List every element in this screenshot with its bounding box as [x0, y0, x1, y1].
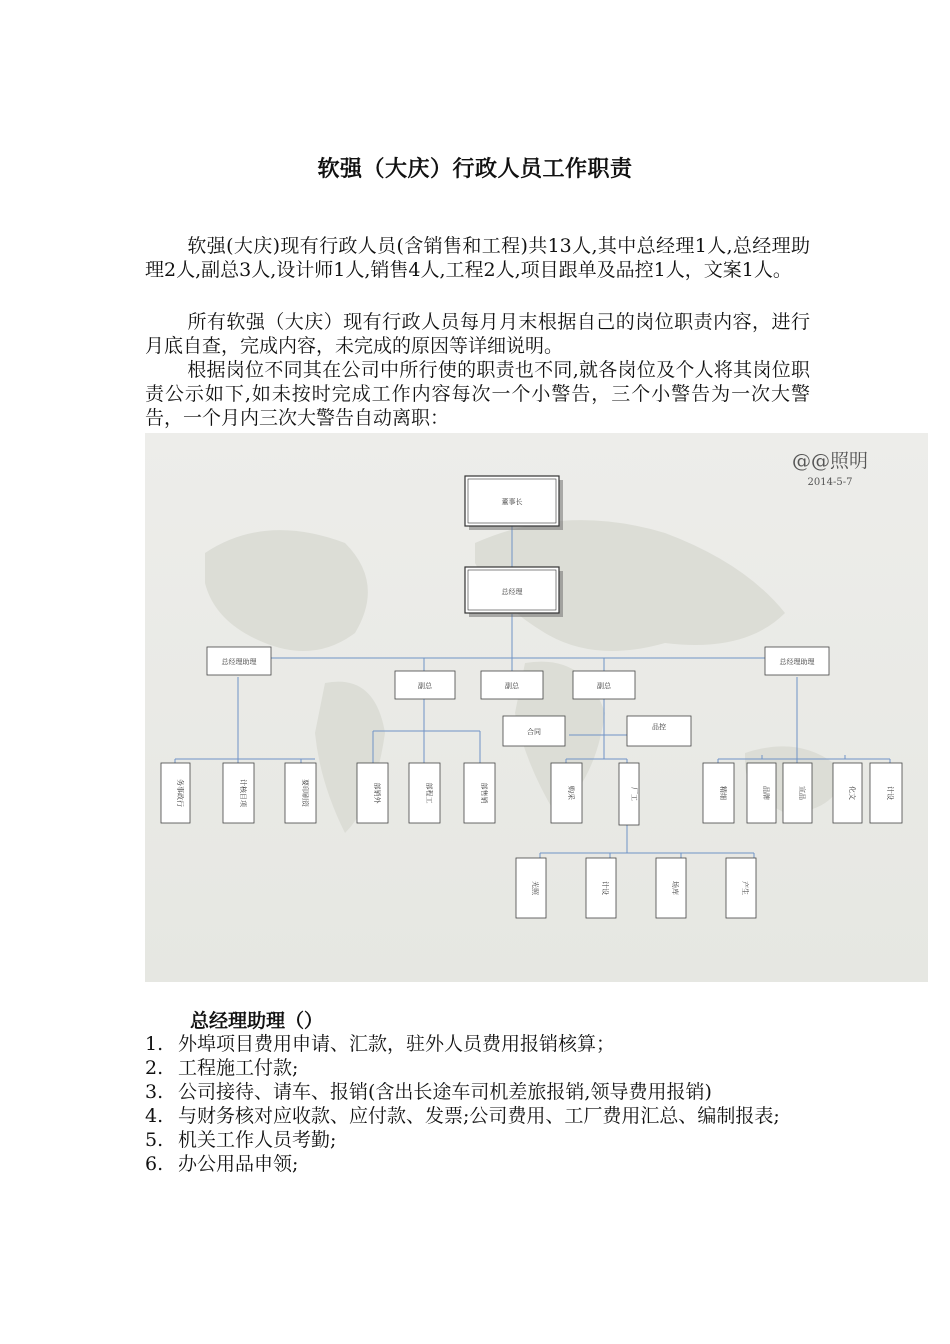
- section-title: 总经理助理（）: [190, 1010, 324, 1032]
- list-number: 1.: [145, 1033, 164, 1055]
- gm-node: [465, 567, 563, 617]
- list-number: 4.: [145, 1105, 164, 1127]
- left-leaf-2-box: [223, 763, 254, 823]
- left-leaf-3-box: [285, 763, 316, 823]
- factory-leaf-1-label: 光照: [531, 881, 539, 895]
- duties-list: [145, 1032, 815, 1176]
- vp1-leaf-2-label: 部程工: [425, 782, 433, 804]
- selfcheck-text: 所有软强（大庆）现有行政人员每月月末根据自己的岗位职责内容，进行月底自查，完成内容，未完成的原因等详细说明。: [145, 311, 810, 357]
- org-chart-svg: [145, 433, 928, 982]
- list-item: [145, 1104, 815, 1128]
- factory-leaf-4-box: [726, 858, 756, 918]
- vp1-leaf-3-label: 部售销: [480, 782, 488, 804]
- list-number: 2.: [145, 1057, 164, 1079]
- vp3-label: 副总: [597, 682, 611, 690]
- vp3-leaf-2-label: 厂工: [630, 787, 638, 801]
- intro-text: 软强(大庆)现有行政人员(含销售和工程)共13人,其中总经理1人,总经理助理2人,副总3人,设计师1人,销售4人,工程2人,项目跟单及品控1人，文案1人。: [145, 235, 810, 281]
- list-number: 6.: [145, 1153, 164, 1175]
- list-text: 办公用品申领;: [178, 1153, 299, 1175]
- list-text: 公司接待、请车、报销(含出长途车司机差旅报销,领导费用报销): [178, 1081, 712, 1103]
- chairman-label: 董事长: [501, 498, 523, 506]
- vp2-label: 副总: [505, 682, 519, 690]
- right-leaf-1-box: [703, 763, 734, 823]
- factory-leaf-3-box: [656, 858, 686, 918]
- left-leaf-1-label: 务事政行: [176, 779, 184, 807]
- right-leaf-4-label: 化文: [848, 786, 856, 800]
- factory-leaf-2-label: 计设: [601, 881, 609, 895]
- right-leaf-1-label: 精细: [719, 786, 727, 800]
- vp1-label: 副总: [418, 682, 432, 690]
- factory-leaf-3-label: 场库: [671, 881, 679, 895]
- right-leaf-3-label: 宣品: [798, 786, 806, 800]
- list-number: 3.: [145, 1081, 164, 1103]
- chairman-node: [465, 476, 563, 530]
- quality-box: [627, 716, 691, 746]
- chart-date: 2014-5-7: [807, 477, 853, 488]
- right-leaf-3-box: [783, 763, 812, 823]
- selfcheck-paragraph: [145, 310, 810, 358]
- chart-signature: @@照明: [791, 450, 869, 472]
- factory-leaf-2-box: [586, 858, 616, 918]
- factory-leaf-1-box: [516, 858, 546, 918]
- list-text: 机关工作人员考勤;: [178, 1129, 337, 1151]
- contract-label: 合同: [527, 728, 541, 736]
- list-item: [145, 1032, 815, 1056]
- left-leaf-2-label: 计核目项: [239, 779, 247, 807]
- list-number: 5.: [145, 1129, 164, 1151]
- rules-text: 根据岗位不同其在公司中所行使的职责也不同,就各岗位及个人将其岗位职责公示如下,如未按时完成工作内容每次一个小警告，三个小警告为一次大警告，一个月内三次大警告自动离职：: [145, 359, 810, 429]
- gm-label: 总经理: [501, 588, 523, 596]
- vp1-leaf-1-label: 部销外: [373, 782, 381, 804]
- list-text: 外埠项目费用申请、汇款，驻外人员费用报销核算；: [178, 1033, 616, 1055]
- right-leaf-2-box: [747, 763, 776, 823]
- factory-leaf-4-label: 产生: [741, 881, 749, 895]
- vp1-leaf-3-box: [464, 763, 495, 823]
- vp1-leaf-2-box: [409, 763, 440, 823]
- vp3-leaf-1-box: [551, 763, 582, 823]
- left-leaf-1-box: [161, 763, 190, 823]
- list-text: 工程施工付款;: [178, 1057, 299, 1079]
- assistant-right-label: 总经理助理: [779, 658, 815, 666]
- org-chart-image: [145, 433, 928, 982]
- list-text: 与财务核对应收款、应付款、发票;公司费用、工厂费用汇总、编制报表;: [178, 1105, 780, 1127]
- vp1-leaf-1-box: [357, 763, 388, 823]
- intro-paragraph: [145, 234, 810, 282]
- list-item: [145, 1080, 815, 1104]
- right-leaf-5-box: [870, 763, 902, 823]
- document-title: 软强（大庆）行政人员工作职责: [317, 157, 633, 182]
- rules-paragraph: [145, 358, 810, 430]
- list-item: [145, 1056, 815, 1080]
- list-item: [145, 1128, 815, 1152]
- quality-label: 品控: [652, 723, 666, 731]
- left-leaf-3-label: 要印刷资: [301, 779, 309, 807]
- right-leaf-4-box: [833, 763, 862, 823]
- assistant-left-label: 总经理助理: [221, 658, 257, 666]
- list-item: [145, 1152, 815, 1176]
- vp3-leaf-1-label: 购采: [567, 786, 575, 800]
- right-leaf-2-label: 品牌: [762, 786, 770, 800]
- right-leaf-5-label: 计设: [886, 786, 894, 800]
